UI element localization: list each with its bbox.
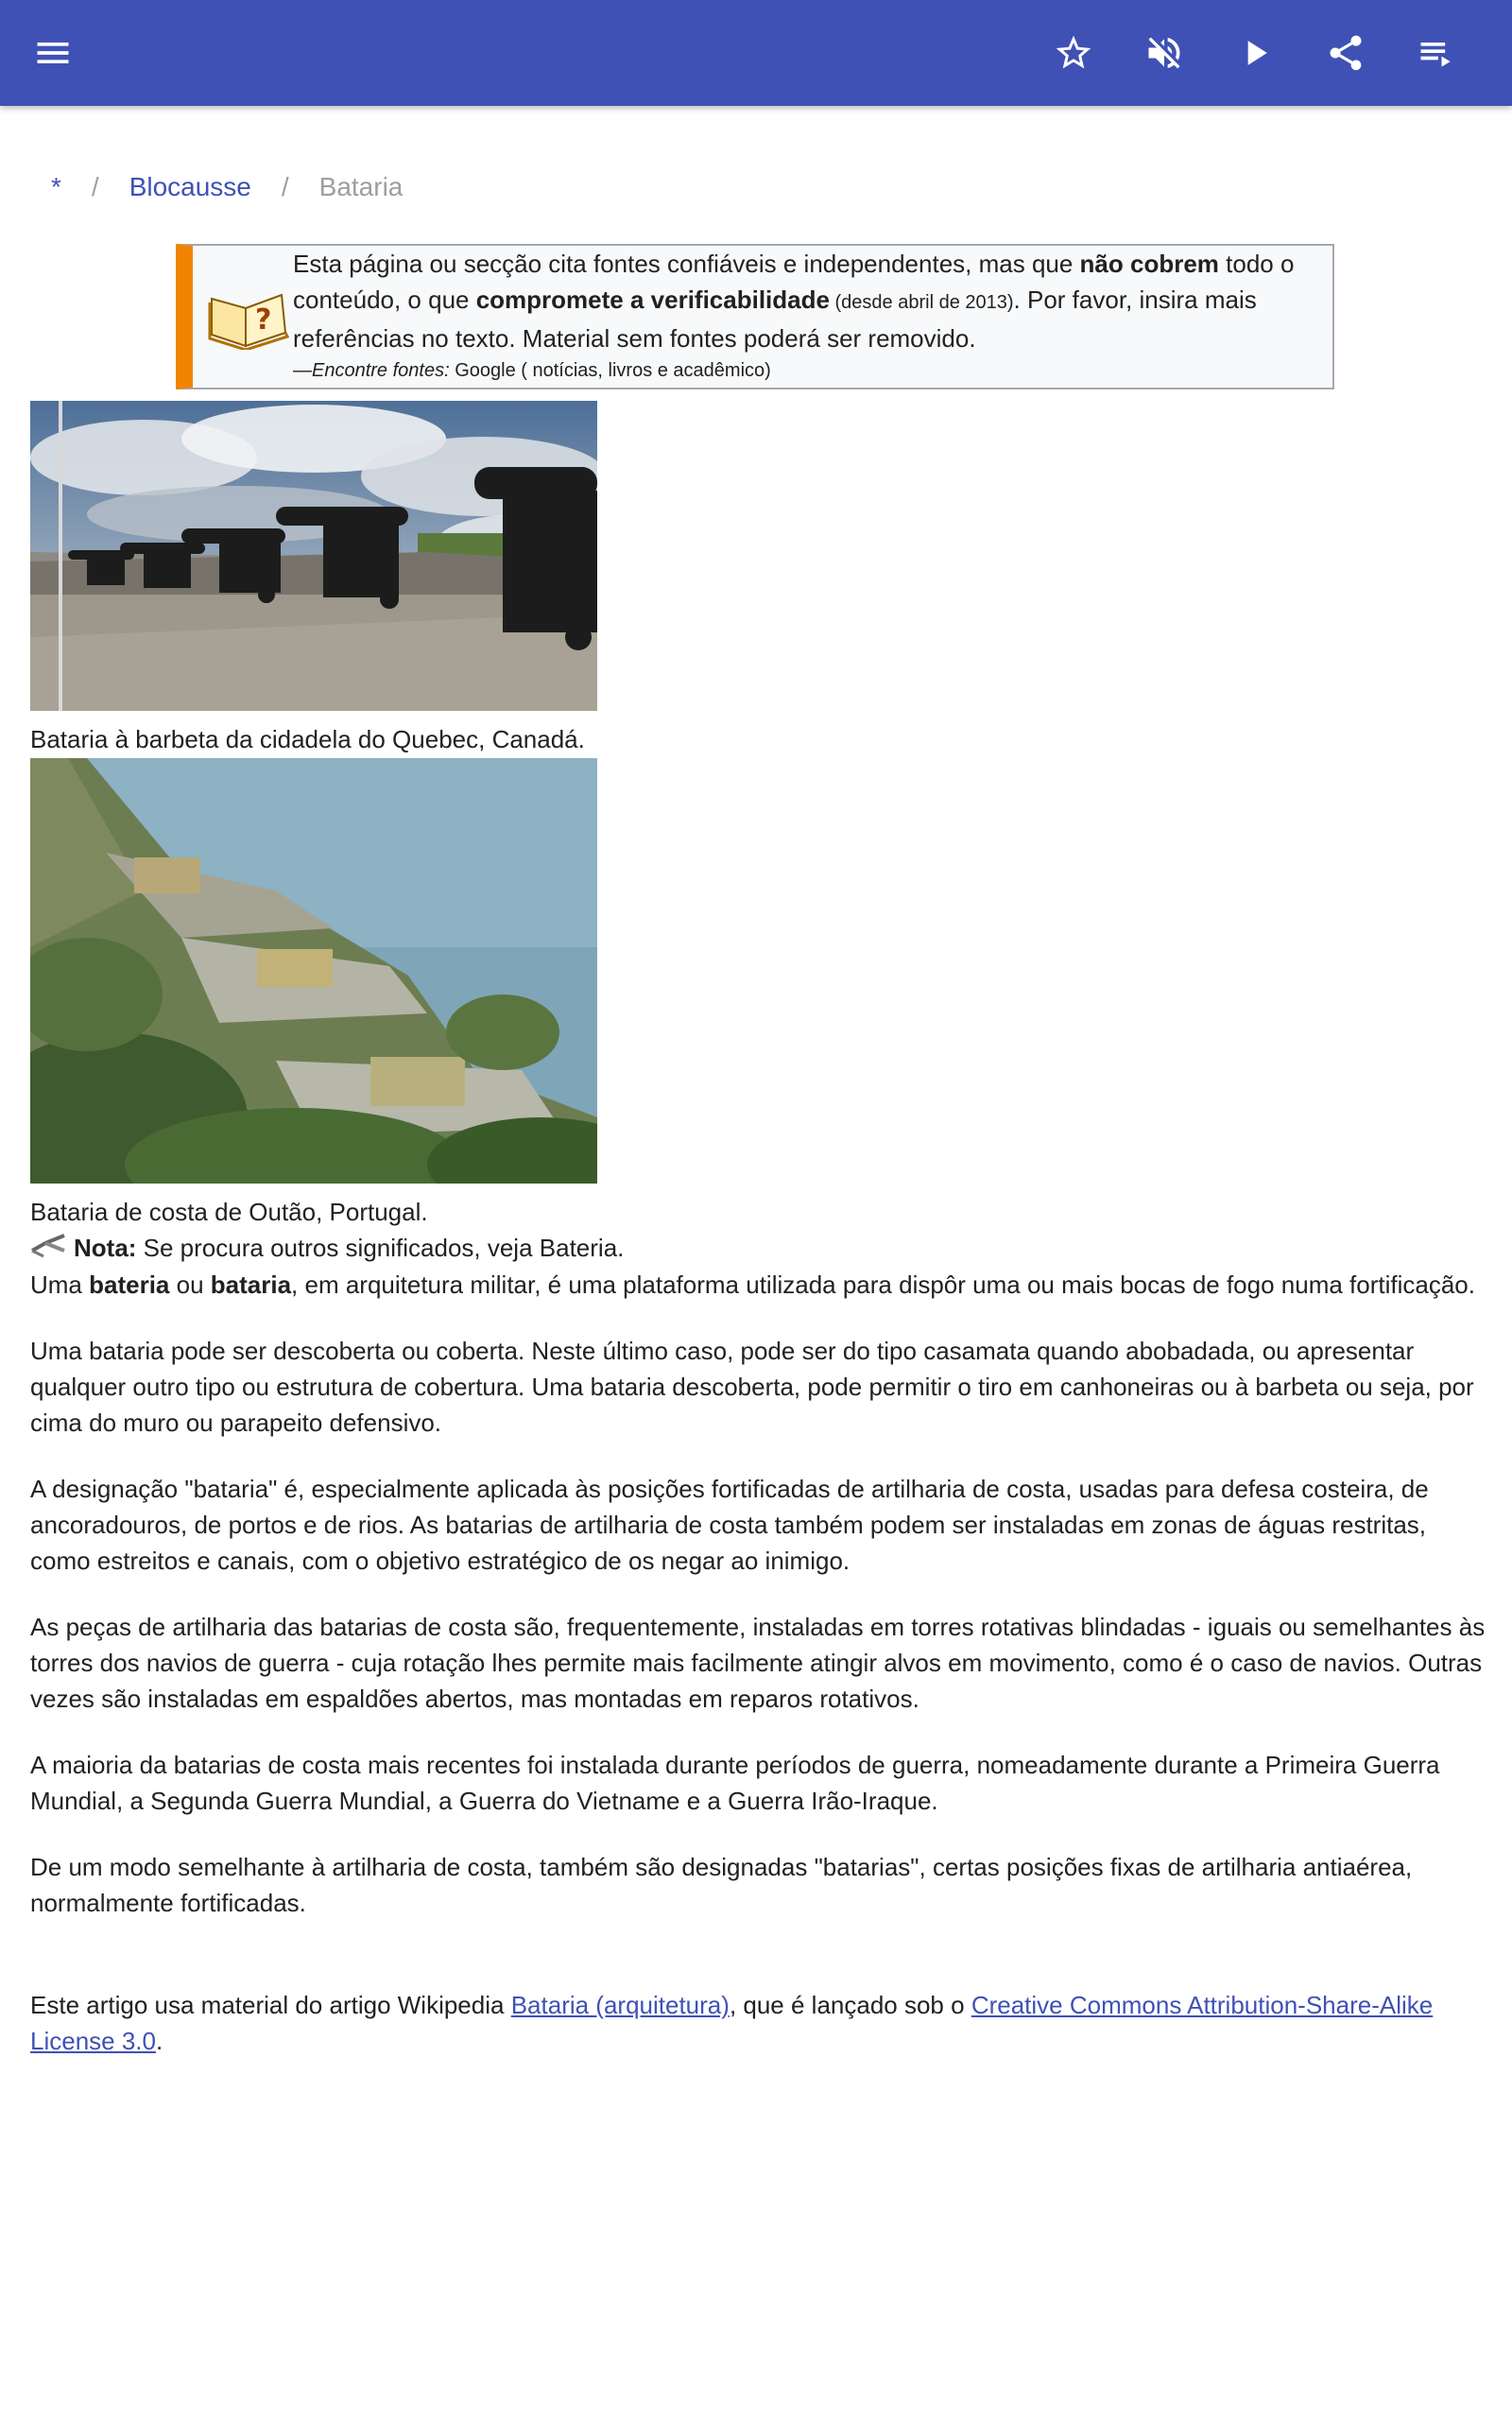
playlist-button[interactable] bbox=[1406, 23, 1467, 83]
star-outline-icon bbox=[1053, 32, 1094, 74]
notice-bold-coverage: não cobrem bbox=[1079, 250, 1219, 278]
sources-label: Encontre fontes: bbox=[312, 360, 450, 381]
app-bar bbox=[0, 0, 1512, 106]
article-bold-term: bataria bbox=[210, 1270, 292, 1299]
article-text: A maioria da batarias de costa mais recentes foi instalada durante períodos de guerra, nomeadamente durante a Primeira Guerra Mundial, a Segunda Guerra Mundial, a Guerra do Vietname e a Guerra Irão-Iraque. bbox=[30, 1751, 1440, 1815]
share-button[interactable] bbox=[1315, 23, 1376, 83]
license-text: , que é lançado sob o bbox=[729, 1991, 971, 2019]
svg-text:?: ? bbox=[255, 303, 272, 337]
notice-text-part: todo o conteúdo, o que bbox=[293, 250, 1295, 314]
breadcrumb-home-link[interactable]: * bbox=[51, 172, 61, 201]
notice-text bbox=[293, 246, 1323, 385]
article-text: ou bbox=[169, 1270, 211, 1299]
article-bold-term: bateria bbox=[89, 1270, 170, 1299]
cc-license-link[interactable]: Creative Commons Attribution-Share-Alike License 3.0 bbox=[30, 1991, 1434, 2055]
article-text: , em arquitetura militar, é uma plataforma utilizada para dispôr uma ou mais bocas de fogo numa fortificação. bbox=[291, 1270, 1475, 1299]
sources-links[interactable]: Google ( notícias, livros e acadêmico) bbox=[449, 360, 771, 381]
figure-outao-battery-image bbox=[30, 758, 597, 1184]
share-icon bbox=[1325, 32, 1366, 74]
breadcrumb-current: Bataria bbox=[318, 172, 404, 201]
disambiguation-note bbox=[30, 1231, 624, 1265]
figure-quebec-battery-image bbox=[30, 401, 597, 711]
article-paragraph-3 bbox=[30, 1471, 1486, 1579]
sources-dash: — bbox=[293, 360, 312, 381]
article-text: De um modo semelhante à artilharia de costa, também são designadas "batarias", certas posições fixas de artilharia antiaérea, normalmente fortificadas. bbox=[30, 1853, 1413, 1917]
notice-sources bbox=[293, 356, 1323, 385]
breadcrumb-separator: / bbox=[281, 172, 289, 201]
volume-off-icon bbox=[1143, 32, 1185, 74]
verifiability-notice bbox=[176, 244, 1334, 389]
breadcrumb-parent-link[interactable]: Blocausse bbox=[129, 172, 251, 201]
mute-button[interactable] bbox=[1134, 23, 1194, 83]
license-text: Este artigo usa material do artigo Wikipedia bbox=[30, 1991, 511, 2019]
article-text: A designação "bataria" é, especialmente aplicada às posições fortificadas de artilharia de costa, usadas para defesa costeira, de ancoradouros, de portos e de rios. As batarias de artilharia de costa também podem ser instaladas em zonas de águas restritas, como estreitos e canais, com o objetivo estratégico de os negar ao inimigo. bbox=[30, 1475, 1429, 1575]
breadcrumb bbox=[51, 168, 403, 206]
license-text: . bbox=[155, 2027, 163, 2055]
favorite-button[interactable] bbox=[1043, 23, 1104, 83]
note-text: Se procura outros significados, veja Bateria. bbox=[136, 1234, 625, 1262]
article-paragraph-4 bbox=[30, 1609, 1486, 1717]
article-paragraph-2 bbox=[30, 1333, 1486, 1441]
note-label: Nota: bbox=[74, 1234, 137, 1262]
source-article-link[interactable]: Bataria (arquitetura) bbox=[510, 1991, 730, 2019]
question-book-icon bbox=[204, 282, 289, 350]
article-text: Uma bataria pode ser descoberta ou coberta. Neste último caso, pode ser do tipo casamata quando abobadada, ou apresentar qualquer outro tipo ou estrutura de cobertura. Uma bataria descoberta, pode permitir o tiro em canhoneiras ou à barbeta ou seja, por cima do muro ou parapeito defensivo. bbox=[30, 1337, 1474, 1437]
figure-caption: Bataria à barbeta da cidadela do Quebec, Canadá. bbox=[30, 725, 585, 753]
notice-text-part: Esta página ou secção cita fontes confiáveis e independentes, mas que bbox=[293, 250, 1080, 278]
figure-caption: Bataria de costa de Outão, Portugal. bbox=[30, 1198, 428, 1226]
article-paragraph-5 bbox=[30, 1747, 1486, 1819]
playlist-icon bbox=[1416, 32, 1457, 74]
notice-bold-verifiability: compromete a verificabilidade bbox=[475, 285, 830, 314]
breadcrumb-separator: / bbox=[91, 172, 99, 201]
play-icon bbox=[1234, 32, 1276, 74]
disambiguation-icon bbox=[30, 1232, 68, 1258]
license-notice bbox=[30, 1987, 1486, 2059]
menu-icon bbox=[32, 32, 74, 74]
article-text: Uma bbox=[30, 1270, 90, 1299]
notice-text-part: . Por favor, insira mais referências no texto. Material sem fontes poderá ser removido. bbox=[293, 285, 1257, 353]
play-button[interactable] bbox=[1225, 23, 1285, 83]
article-paragraph-1 bbox=[30, 1267, 1486, 1303]
article-text: As peças de artilharia das batarias de costa são, frequentemente, instaladas em torres rotativas blindadas - iguais ou semelhantes às torres dos navios de guerra - cuja rotação lhes permite mais facilmente atingir alvos em movimento, como é o caso de navios. Outras vezes são instaladas em espaldões abertos, mas montadas em reparos rotativos. bbox=[30, 1613, 1486, 1713]
article-paragraph-6 bbox=[30, 1849, 1486, 1921]
notice-date: (desde abril de 2013) bbox=[829, 292, 1014, 313]
menu-button[interactable] bbox=[23, 23, 83, 83]
